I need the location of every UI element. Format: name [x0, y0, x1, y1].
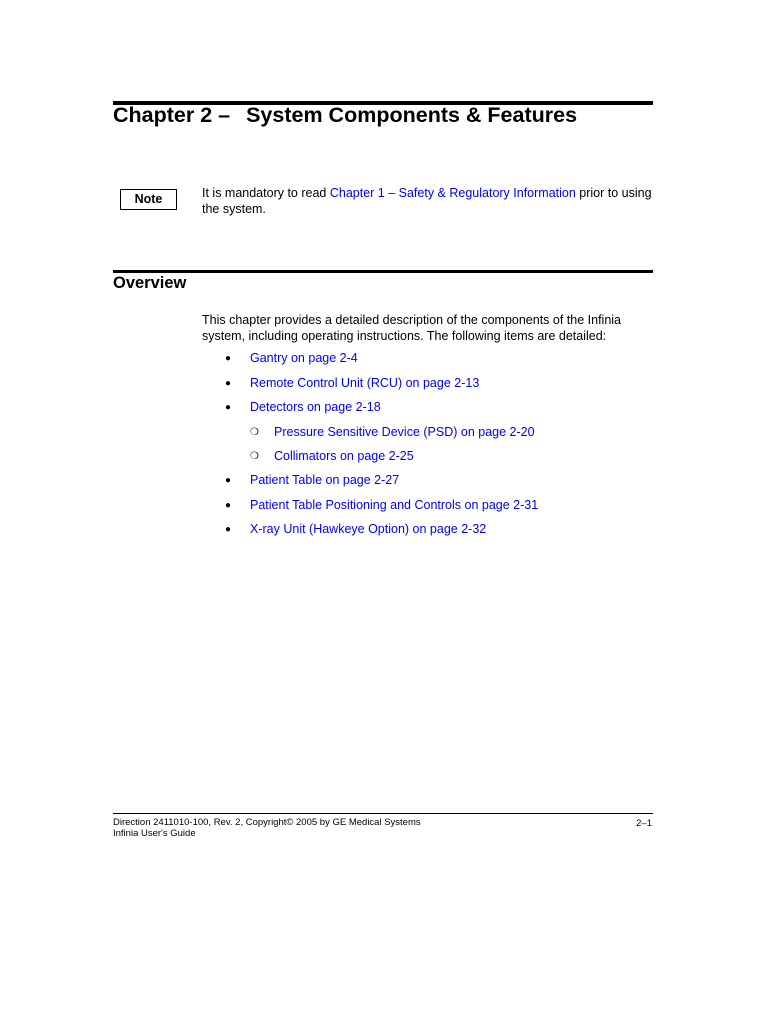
patient-table-link[interactable]: Patient Table on page 2-27	[250, 473, 400, 487]
bullet-icon: ●	[225, 402, 232, 413]
note-label-box	[120, 189, 177, 210]
note-text-after: prior to using the system.	[202, 186, 652, 216]
rcu-link[interactable]: Remote Control Unit (RCU) on page 2-13	[250, 376, 480, 390]
overview-rule	[113, 270, 653, 273]
overview-heading: Overview	[113, 274, 187, 292]
note-text-before: It is mandatory to read	[202, 186, 330, 200]
chapter-title	[113, 103, 577, 128]
xray-unit-link[interactable]: X-ray Unit (Hawkeye Option) on page 2-32	[250, 522, 487, 536]
table-positioning-link[interactable]: Patient Table Positioning and Controls on page 2-31	[250, 498, 539, 512]
footer-info	[113, 818, 421, 839]
page-number: 2–1	[636, 818, 652, 829]
chapter-number: Chapter 2 –	[113, 103, 231, 127]
note-text	[202, 186, 652, 217]
footer-copyright: Direction 2411010-100, Rev. 2, Copyright© 2005 by GE Medical Systems	[113, 817, 421, 828]
psd-link[interactable]: Pressure Sensitive Device (PSD) on page 2-20	[274, 425, 535, 439]
footer-guide-title: Infinia User's Guide	[113, 827, 196, 839]
bullet-icon: ●	[225, 378, 232, 389]
bullet-icon: ●	[225, 524, 232, 535]
bullet-icon: ●	[225, 475, 232, 486]
detectors-link[interactable]: Detectors on page 2-18	[250, 400, 381, 414]
collimators-link[interactable]: Collimators on page 2-25	[274, 449, 414, 463]
gantry-link[interactable]: Gantry on page 2-4	[250, 351, 358, 365]
bullet-icon: ●	[225, 353, 232, 364]
circle-bullet-icon: ❍	[250, 427, 259, 438]
safety-chapter-link[interactable]: Chapter 1 – Safety & Regulatory Information	[329, 186, 576, 200]
bullet-icon: ●	[225, 500, 232, 511]
chapter-name: System Components & Features	[246, 103, 578, 127]
circle-bullet-icon: ❍	[250, 451, 259, 462]
footer-rule	[113, 813, 653, 814]
overview-intro: This chapter provides a detailed description of the components of the Infinia system, including operating instructions. The following items are detailed:	[202, 313, 622, 343]
note-label: Note	[134, 192, 163, 206]
